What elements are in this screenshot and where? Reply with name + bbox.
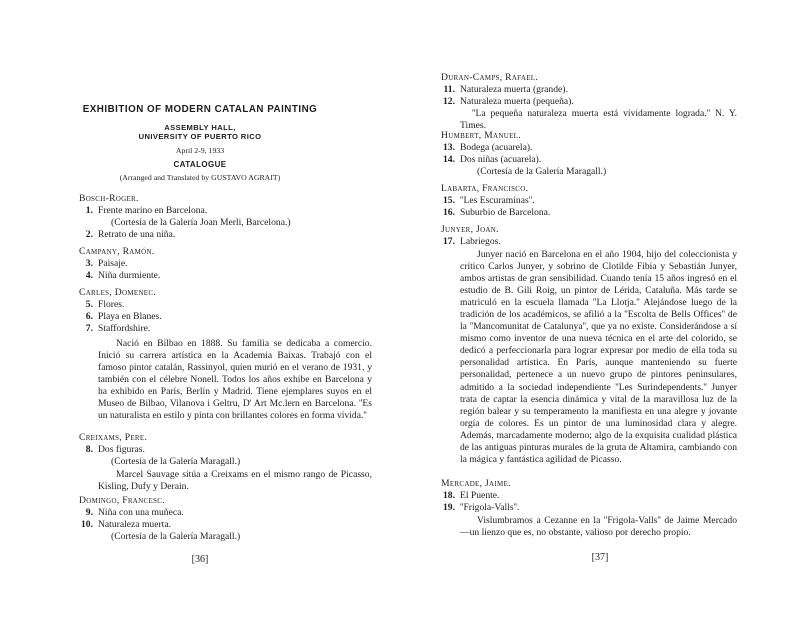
right-page: [400, 0, 800, 618]
list-item: 14. Dos niñas (acuarela).: [443, 154, 542, 165]
list-item: 18. El Puente.: [443, 490, 500, 501]
artist-name: Junyer, Joan.: [441, 224, 499, 235]
list-item: 17. Labriegos.: [443, 236, 501, 247]
artist-name: Labarta, Francisco.: [441, 183, 529, 194]
list-item: 4. Niña durmiente.: [85, 270, 161, 281]
artist-name: Duran-Camps, Rafael.: [441, 72, 539, 83]
list-item: 12. Naturaleza muerta (pequeña).: [443, 96, 574, 107]
list-item: 1. Frente marino en Barcelona.: [85, 205, 208, 216]
list-item: 8. Dos figuras.: [85, 444, 145, 455]
venue-line-2: UNIVERSITY OF PUERTO RICO: [138, 132, 262, 141]
artist-name: Mercade, Jaime.: [441, 478, 511, 489]
list-item: 16. Suburbio de Barcelona.: [443, 207, 551, 218]
courtesy-note: (Cortesía de la Galería Maragall.): [477, 166, 607, 177]
artist-biography: Marcel Sauvage sitúa a Creixams en el mismo rango de Picasso, Kisling, Dufy y Derain.: [98, 469, 372, 493]
exhibition-dates: April 2-9, 1933: [175, 146, 225, 155]
list-item: 6. Playa en Blanes.: [85, 311, 162, 322]
list-item: 15. ''Les Escuraminas''.: [443, 195, 535, 206]
exhibition-title: EXHIBITION OF MODERN CATALAN PAINTING: [82, 104, 318, 115]
list-item: 3. Paisaje.: [85, 258, 128, 269]
courtesy-note: (Cortesía de la Galería Maragall.): [111, 456, 241, 467]
artist-name: Bosch-Roger.: [79, 193, 139, 204]
artist-name: Domingo, Francesc.: [79, 495, 165, 506]
artist-biography: Nació en Bilbao en 1888. Su familia se dedicaba a comercio. Inició su carrera artística en la Academia Baixas. Trabajó con el famoso pintor catalán, Rassinyol, quien murió en el verano de 1931, y también con el célebre Nonell. Todos los años exhibe en Barcelona y ha exhibido en París, Berlín y Madrid. Tiene ejemplares suyos en el Museo de Bilbao, Vilanova i Geltru, D' Art Mc.lern en Barcelona. ''Es un naturalista en estilo y pinta con brillantes colores en forma vívida.'': [98, 338, 372, 422]
artist-name: Humbert, Manuel.: [441, 130, 521, 141]
list-item: 19. ''Frigola-Valls''.: [443, 502, 520, 513]
list-item: 10. Naturaleza muerta.: [81, 519, 171, 530]
list-item: 2. Retrato de una niña.: [85, 229, 176, 240]
artist-name: Campany, Ramón.: [79, 246, 155, 257]
catalogue-heading: CATALOGUE: [173, 160, 227, 169]
courtesy-note: (Cortesía de la Galería Maragall.): [111, 531, 241, 542]
artist-biography: Junyer nació en Barcelona en el año 1904, hijo del coleccionista y crítico Carlos Junyer, y sobrino de Clotilde Fibia y Sebastián Junyer, ambos artistas de gran sensibilidad. Cuando tenía 15 años ingresó en el estudio de B. Gili Roig, un pintor de Lérida, Cataluña. Más tarde se matriculó en la escuela llamada ''La Llotja.'' Alejándose luego de la tradición de los académicos, se afilió a la ''Escolta de Bells Offices'' de la ''Mancomunitat de Catalunya'', que ya no existe. Considerándose a sí mismo como inventor de una nueva técnica en el arte del colorido, se dedicó a perfeccionarla para lograr expresar por medio de ella toda su personalidad artística. En París, aunque manteniendo su fuerte personalidad, pertenece a un nuevo grupo de pintores peninsulares, admitido a la sociedad independiente ''Les Surindependents.'' Junyer trata de captar la esencia dinámica y vital de la maravillosa luz de la región balear y su temperamento la manifiesta en una alegre y jovante orgía de colores. Es un pintor de una luminosidad clara y alegre. Además, marcadamente moderno; algo de la exquisita cualidad plástica de las antiguas pinturas murales de la gruta de Altamira, cambiando con la mágica y fantástica agilidad de Picasso.: [460, 249, 737, 465]
list-item: 9. Niña con una muñeca.: [85, 507, 184, 518]
courtesy-note: (Cortesía de la Galería Joan Merli, Barcelona.): [111, 217, 291, 228]
press-quote: ''La pequeña naturaleza muerta está vívidamente lograda.'' N. Y. Times.: [460, 108, 737, 132]
list-item: 11. Naturaleza muerta (grande).: [443, 84, 568, 95]
artist-biography: Vislumbramos a Cezanne en la ''Frigola-Valls'' de Jaime Mercado—un lienzo que es, no obstante, valioso por derecho propio.: [460, 515, 737, 539]
list-item: 7. Staffordshire.: [85, 323, 151, 334]
list-item: 5. Flores.: [85, 299, 125, 310]
venue-line-1: ASSEMBLY HALL,: [164, 123, 236, 132]
artist-name: Creixams, Pere.: [79, 432, 148, 443]
artist-name: Carles, Domenec.: [79, 287, 157, 298]
page-number: [37]: [591, 552, 609, 563]
page-number: [36]: [191, 554, 209, 565]
translator-credit: (Arranged and Translated by GUSTAVO AGRAIT): [119, 173, 281, 182]
list-item: 13. Bodega (acuarela).: [443, 142, 533, 153]
